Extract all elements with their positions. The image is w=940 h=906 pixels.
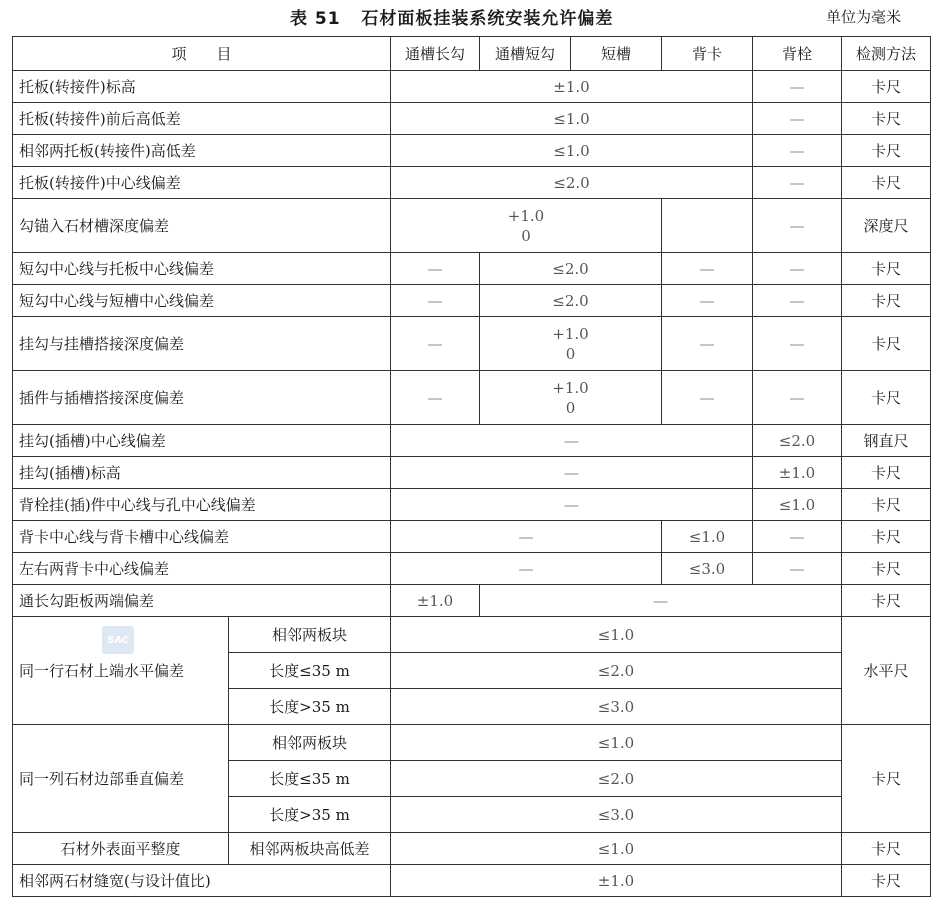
sub-label: 长度>35 m: [229, 797, 391, 833]
row-long: —: [391, 371, 480, 425]
table-row: [13, 317, 931, 371]
row-item: 插件与插槽搭接深度偏差: [13, 371, 391, 425]
value-lower: 0: [521, 226, 531, 245]
row-value: ≤2.0: [480, 253, 662, 285]
row-method: 卡尺: [842, 317, 931, 371]
row-bolt: —: [753, 553, 842, 585]
row-method: 卡尺: [842, 521, 931, 553]
table-row: [13, 103, 931, 135]
sub-value: ≤2.0: [391, 761, 842, 797]
row-clip: —: [662, 371, 753, 425]
row-value: [480, 371, 662, 425]
row-method: 卡尺: [842, 865, 931, 897]
row-method: 卡尺: [842, 253, 931, 285]
value-upper: +1.0: [552, 324, 589, 343]
table-row: [13, 199, 931, 253]
table-row: [13, 371, 931, 425]
row-long: —: [391, 317, 480, 371]
table-row: [13, 425, 931, 457]
row-method: 卡尺: [842, 489, 931, 521]
row-item: 挂勾(插槽)中心线偏差: [13, 425, 391, 457]
row-bolt: —: [753, 103, 842, 135]
row-value: —: [391, 425, 753, 457]
row-method: 卡尺: [842, 457, 931, 489]
sub-label: 相邻两板块: [229, 617, 391, 653]
row-value: —: [480, 585, 842, 617]
row-value: ≤2.0: [480, 285, 662, 317]
sub-value: ≤3.0: [391, 797, 842, 833]
row-clip: ≤3.0: [662, 553, 753, 585]
row-bolt: —: [753, 521, 842, 553]
value-upper: +1.0: [552, 378, 589, 397]
sub-value: ≤2.0: [391, 653, 842, 689]
row-item: 短勾中心线与短槽中心线偏差: [13, 285, 391, 317]
row-bolt: —: [753, 285, 842, 317]
header-method: 检测方法: [842, 37, 931, 71]
group-row-horizontal: [13, 617, 931, 653]
row-clip: —: [662, 317, 753, 371]
row-bolt: —: [753, 71, 842, 103]
row-clip: —: [662, 253, 753, 285]
row-method: 卡尺: [842, 585, 931, 617]
row-value: ≤2.0: [391, 167, 753, 199]
row-bolt: ≤1.0: [753, 489, 842, 521]
row-value: —: [391, 521, 662, 553]
header-back-clip: 背卡: [662, 37, 753, 71]
sub-label: 长度≤35 m: [229, 761, 391, 797]
table-row: [13, 865, 931, 897]
table-row: [13, 585, 931, 617]
row-value: ±1.0: [391, 71, 753, 103]
row-clip: ≤1.0: [662, 521, 753, 553]
value-lower: 0: [565, 344, 576, 363]
row-long: ±1.0: [391, 585, 480, 617]
sub-label: 相邻两板块: [229, 725, 391, 761]
row-method: 卡尺: [842, 103, 931, 135]
row-bolt: —: [753, 135, 842, 167]
row-value: ≤1.0: [391, 833, 842, 865]
header-through-short-hook: 通槽短勾: [480, 37, 571, 71]
row-bolt: —: [753, 167, 842, 199]
row-item: 勾锚入石材槽深度偏差: [13, 199, 391, 253]
value-upper: +1.0: [507, 206, 545, 225]
header-back-bolt: 背栓: [753, 37, 842, 71]
row-value: [480, 317, 662, 371]
sub-label: 相邻两板块高低差: [229, 833, 391, 865]
row-bolt: —: [753, 199, 842, 253]
table-row: [13, 71, 931, 103]
row-value: —: [391, 489, 753, 521]
row-item: 背卡中心线与背卡槽中心线偏差: [13, 521, 391, 553]
table-row: [13, 553, 931, 585]
row-item: 挂勾(插槽)标高: [13, 457, 391, 489]
table-row: [13, 167, 931, 199]
row-long: —: [391, 253, 480, 285]
row-bolt: —: [753, 371, 842, 425]
row-value: ±1.0: [391, 865, 842, 897]
value-lower: 0: [565, 398, 576, 417]
sac-logo: SAC: [102, 626, 134, 654]
group-item: 同一列石材边部垂直偏差: [13, 725, 229, 833]
table-row: [13, 521, 931, 553]
row-item: 背栓挂(插)件中心线与孔中心线偏差: [13, 489, 391, 521]
header-row: [13, 37, 931, 71]
row-item: 托板(转接件)前后高低差: [13, 103, 391, 135]
row-method: 卡尺: [842, 833, 931, 865]
group-row-vertical: [13, 725, 931, 761]
row-method: 钢直尺: [842, 425, 931, 457]
row-item: 托板(转接件)中心线偏差: [13, 167, 391, 199]
row-value: —: [391, 553, 662, 585]
title-row: [0, 0, 940, 36]
table-row: [13, 285, 931, 317]
sub-value: ≤3.0: [391, 689, 842, 725]
tolerance-table: [12, 36, 931, 897]
row-value: —: [391, 457, 753, 489]
row-method: 深度尺: [842, 199, 931, 253]
header-item: 项 目: [13, 37, 391, 71]
table-row: [13, 253, 931, 285]
row-value: ≤1.0: [391, 135, 753, 167]
group-item: 同一行石材上端水平偏差: [13, 617, 229, 725]
row-clip: —: [662, 285, 753, 317]
row-method: 卡尺: [842, 371, 931, 425]
table-title: 表 51 石材面板挂装系统安装允许偏差: [290, 9, 614, 29]
row-value: ≤1.0: [391, 103, 753, 135]
table-row: [13, 457, 931, 489]
table-row: [13, 489, 931, 521]
row-clip-empty: [662, 199, 753, 253]
sub-label: 长度≤35 m: [229, 653, 391, 689]
header-through-long-hook: 通槽长勾: [391, 37, 480, 71]
group-method: 水平尺: [842, 617, 931, 725]
row-value: [391, 199, 662, 253]
sub-value: ≤1.0: [391, 725, 842, 761]
row-item: 石材外表面平整度: [13, 833, 229, 865]
sub-value: ≤1.0: [391, 617, 842, 653]
table-row: [13, 135, 931, 167]
row-bolt: ≤2.0: [753, 425, 842, 457]
header-short-slot: 短槽: [571, 37, 662, 71]
sub-label: 长度>35 m: [229, 689, 391, 725]
row-item: 托板(转接件)标高: [13, 71, 391, 103]
row-item: 通长勾距板两端偏差: [13, 585, 391, 617]
row-bolt: —: [753, 317, 842, 371]
row-method: 卡尺: [842, 167, 931, 199]
row-item: 相邻两石材缝宽(与设计值比): [13, 865, 391, 897]
group-method: 卡尺: [842, 725, 931, 833]
table-row: [13, 833, 931, 865]
unit-label: 单位为毫米: [826, 8, 902, 26]
row-bolt: ±1.0: [753, 457, 842, 489]
row-long: —: [391, 285, 480, 317]
row-method: 卡尺: [842, 71, 931, 103]
row-bolt: —: [753, 253, 842, 285]
row-item: 挂勾与挂槽搭接深度偏差: [13, 317, 391, 371]
row-method: 卡尺: [842, 285, 931, 317]
row-item: 相邻两托板(转接件)高低差: [13, 135, 391, 167]
row-method: 卡尺: [842, 553, 931, 585]
row-item: 左右两背卡中心线偏差: [13, 553, 391, 585]
row-item: 短勾中心线与托板中心线偏差: [13, 253, 391, 285]
row-method: 卡尺: [842, 135, 931, 167]
